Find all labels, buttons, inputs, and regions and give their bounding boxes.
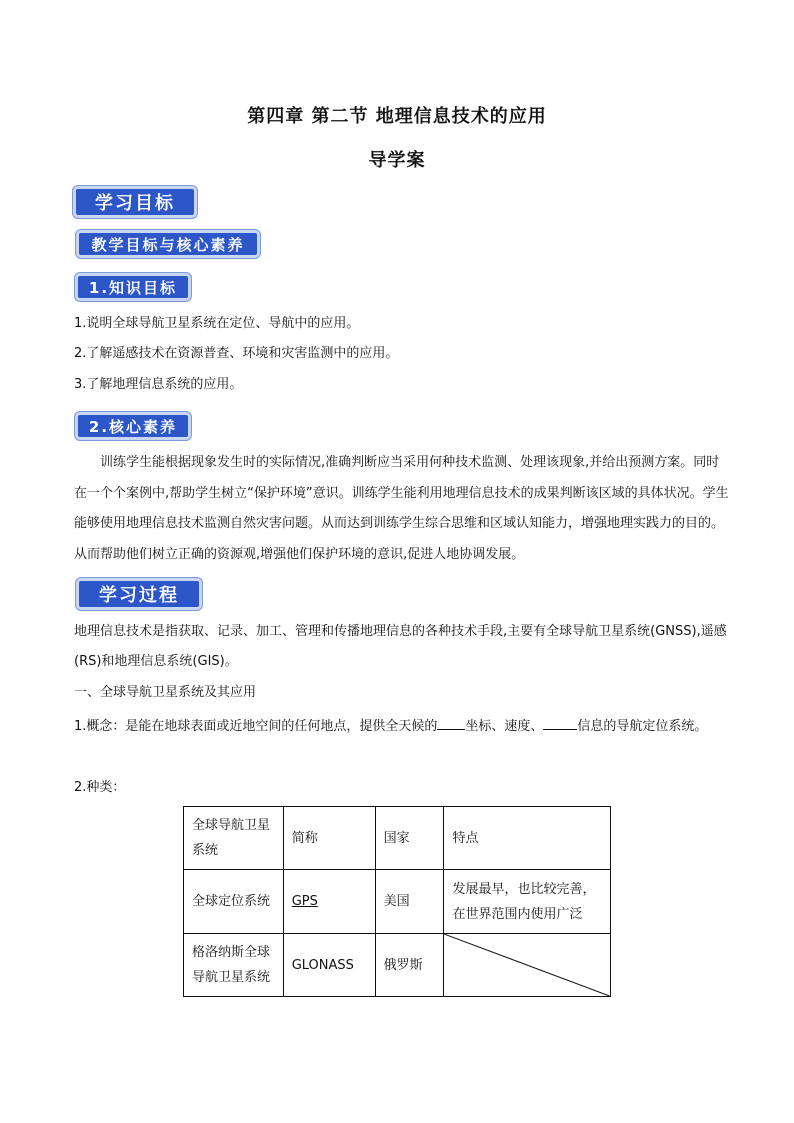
page-title: 第四章 第二节 地理信息技术的应用 xyxy=(247,106,547,127)
fill-blank[interactable] xyxy=(543,715,577,730)
process-heading: 一、全球导航卫星系统及其应用 xyxy=(74,685,257,700)
knowledge-item: 1.说明全球导航卫星系统在定位、导航中的应用。 xyxy=(74,316,360,331)
table-cell: 美国 xyxy=(375,870,444,934)
table-header-cell: 国家 xyxy=(375,807,444,870)
fill-blank[interactable] xyxy=(437,715,465,730)
gnss-table xyxy=(183,806,611,997)
table-cell xyxy=(283,870,375,934)
table-cell-underlined: GPS xyxy=(291,894,318,909)
table-cell: 发展最早，也比较完善，在世界范围内使用广泛 xyxy=(444,870,611,934)
diagonal-line xyxy=(444,934,610,996)
section-badge-teaching-goals: 教学目标与核心素养 xyxy=(76,230,260,258)
knowledge-item: 3.了解地理信息系统的应用。 xyxy=(74,377,243,392)
table-cell: GLONASS xyxy=(283,934,375,997)
table-cell: 全球定位系统 xyxy=(184,870,284,934)
concept-text-a: 1.概念：是能在地球表面或近地空间的任何地点，提供全天候的 xyxy=(74,719,438,734)
section-badge-learning-process: 学习过程 xyxy=(76,578,202,610)
concept-text-c: 信息的导航定位系统。 xyxy=(577,719,708,734)
table-cell-empty-diagonal xyxy=(444,934,611,997)
section-badge-core-literacy: 2.核心素养 xyxy=(75,412,191,440)
literacy-paragraph: 训练学生能根据现象发生时的实际情况,准确判断应当采用何种技术监测、处理该现象,并给出预测方案。同时在一个个案例中,帮助学生树立“保护环境”意识。训练学生能利用地理信息技术的成果判断该区域的具体状况。学生能够使用地理信息技术监测自然灾害问题。从而达到训练学生综合思维和区域认知能力，增强地理实践力的目的。从而帮助他们树立正确的资源观,增强他们保护环境的意识,促进人地协调发展。 xyxy=(74,455,729,562)
process-intro: 地理信息技术是指获取、记录、加工、管理和传播地理信息的各种技术手段,主要有全球导航卫星系统(GNSS),遥感(RS)和地理信息系统(GIS)。 xyxy=(74,624,727,669)
table-cell: 俄罗斯 xyxy=(375,934,444,997)
section-badge-knowledge-goals: 1.知识目标 xyxy=(75,273,191,301)
knowledge-item: 2.了解遥感技术在资源普查、环境和灾害监测中的应用。 xyxy=(74,346,399,361)
table-header-row xyxy=(184,807,611,870)
concept-paragraph xyxy=(74,712,734,742)
types-label: 2.种类： xyxy=(74,780,126,795)
table-header-cell: 简称 xyxy=(283,807,375,870)
section-badge-learning-goals: 学习目标 xyxy=(73,186,197,218)
table-header-cell: 特点 xyxy=(444,807,611,870)
table-row xyxy=(184,934,611,997)
concept-text-b: 坐标、速度、 xyxy=(465,719,544,734)
table-cell: 格洛纳斯全球导航卫星系统 xyxy=(184,934,284,997)
table-row xyxy=(184,870,611,934)
page-subtitle: 导学案 xyxy=(368,150,426,171)
table-header-cell: 全球导航卫星系统 xyxy=(184,807,284,870)
